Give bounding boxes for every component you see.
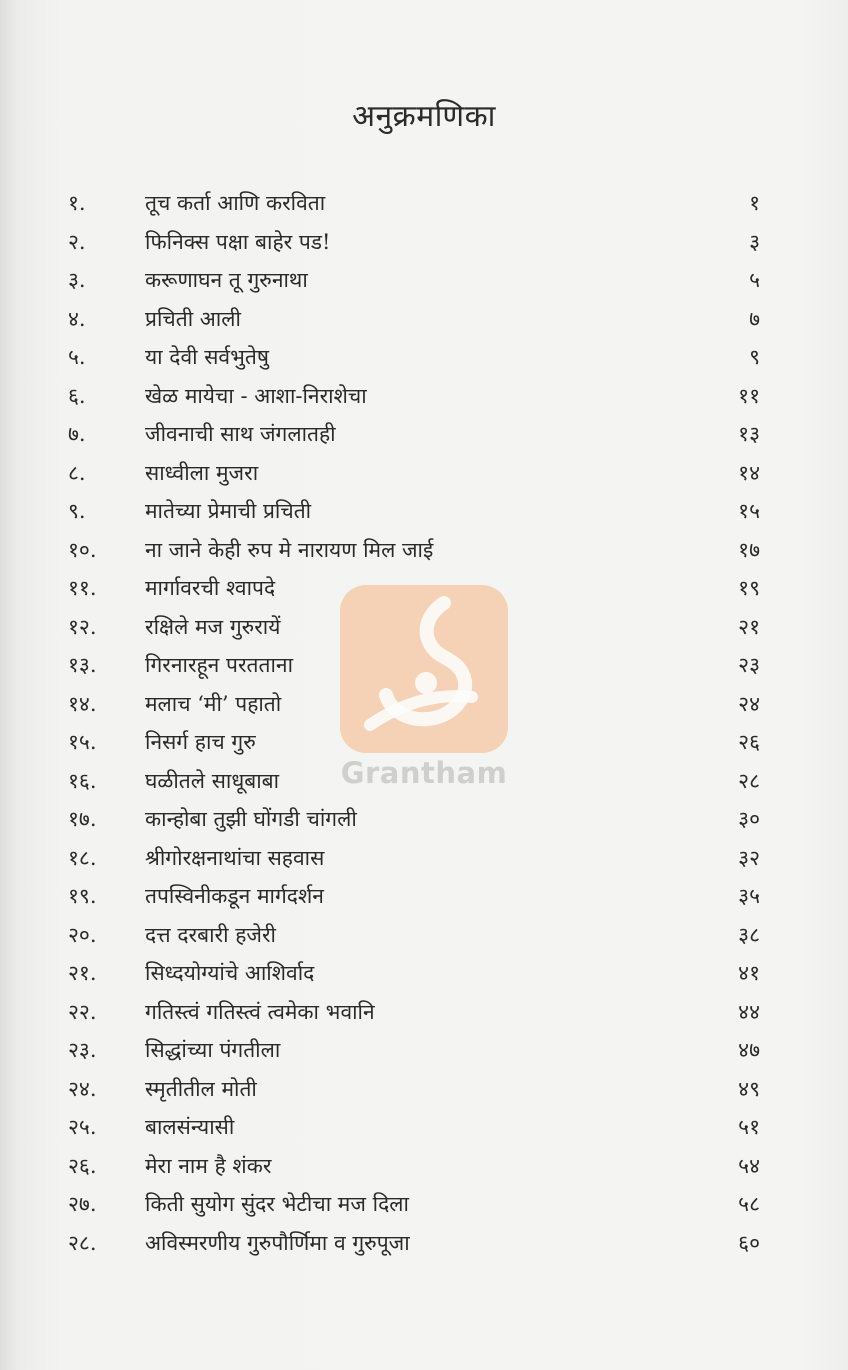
toc-entry: [0, 261, 848, 299]
entry-page-number: २८: [738, 768, 760, 793]
entry-title: करूणाघन तू गुरुनाथा: [145, 268, 308, 292]
entry-page-number: १९: [738, 576, 760, 600]
entry-number: १८.: [68, 845, 97, 870]
toc-entry: [0, 223, 848, 261]
entry-title: तूच कर्ता आणि करविता: [145, 191, 326, 215]
entry-page-number: १: [749, 191, 760, 215]
entry-number: २८.: [68, 1230, 97, 1255]
entry-page-number: १४: [738, 460, 760, 485]
entry-number: २७.: [68, 1192, 97, 1216]
toc-entry: [0, 839, 848, 877]
entry-page-number: १७: [738, 537, 760, 562]
entry-number: १४.: [68, 691, 97, 716]
entry-number: १२.: [68, 614, 97, 639]
entry-number: ६.: [68, 383, 86, 408]
toc-entry: [0, 877, 848, 915]
entry-number: २३.: [68, 1038, 97, 1062]
entry-page-number: ६०: [738, 1230, 760, 1255]
entry-title: किती सुयोग सुंदर भेटीचा मज दिला: [145, 1192, 409, 1216]
entry-title: सिद्धांच्या पंगतीला: [145, 1038, 281, 1062]
entry-title: तपस्विनीकडून मार्गदर्शन: [145, 884, 324, 908]
entry-number: ९.: [68, 499, 86, 523]
toc-entry: [0, 916, 848, 954]
entry-title: जीवनाची साथ जंगलातही: [145, 422, 336, 446]
entry-number: २.: [68, 229, 86, 254]
entry-page-number: ४४: [738, 999, 760, 1024]
entry-page-number: ४९: [738, 1076, 760, 1101]
entry-page-number: २१: [738, 614, 760, 639]
toc-entry: [0, 993, 848, 1031]
entry-title: मार्गावरची श्वापदे: [145, 576, 276, 600]
entry-page-number: २६: [738, 730, 760, 754]
entry-title: प्रचिती आली: [145, 306, 241, 331]
entry-title: स्मृतीतील मोती: [145, 1076, 257, 1101]
entry-number: १.: [68, 191, 86, 215]
toc-entry: [0, 1185, 848, 1223]
entry-page-number: ५४: [738, 1153, 760, 1178]
toc-entry: [0, 492, 848, 530]
entry-title: अविस्मरणीय गुरुपौर्णिमा व गुरुपूजा: [145, 1230, 410, 1255]
entry-page-number: ३: [749, 229, 760, 254]
entry-title: फिनिक्स पक्षा बाहेर पड!: [145, 229, 331, 254]
entry-number: २०.: [68, 922, 97, 947]
entry-title: या देवी सर्वभुतेषु: [145, 345, 269, 369]
grantham-logo-mark: [340, 585, 508, 753]
entry-title: गिरनारहून परतताना: [145, 653, 294, 677]
entry-number: २४.: [68, 1076, 97, 1101]
entry-title: निसर्ग हाच गुरु: [145, 730, 256, 754]
toc-entry: [0, 454, 848, 492]
page-title: अनुक्रमणिका: [352, 99, 496, 134]
entry-title: खेळ मायेचा - आशा-निराशेचा: [145, 383, 367, 408]
toc-entry: [0, 300, 848, 338]
entry-number: २६.: [68, 1153, 97, 1178]
toc-entry: [0, 531, 848, 569]
toc-entry: [0, 1147, 848, 1185]
entry-number: ५.: [68, 345, 86, 369]
entry-number: ३.: [68, 268, 86, 292]
toc-entry: [0, 1224, 848, 1262]
entry-page-number: ३०: [738, 807, 760, 831]
toc-entry: [0, 1108, 848, 1146]
toc-entry: [0, 415, 848, 453]
entry-page-number: १५: [738, 499, 760, 523]
toc-entry: [0, 1031, 848, 1069]
entry-number: ८.: [68, 460, 86, 485]
entry-page-number: ५१: [738, 1115, 760, 1139]
entry-number: ४.: [68, 306, 86, 331]
entry-number: १६.: [68, 768, 97, 793]
entry-number: ११.: [68, 576, 97, 600]
entry-page-number: १३: [738, 422, 760, 446]
toc-entry: [0, 1070, 848, 1108]
entry-page-number: ११: [738, 383, 760, 408]
entry-title: मातेच्या प्रेमाची प्रचिती: [145, 499, 312, 523]
entry-number: १०.: [68, 537, 97, 562]
entry-title: दत्त दरबारी हजेरी: [145, 922, 276, 947]
entry-title: साध्वीला मुजरा: [145, 460, 259, 485]
entry-number: २५.: [68, 1115, 97, 1139]
entry-number: ७.: [68, 422, 86, 446]
toc-entry: [0, 338, 848, 376]
entry-title: गतिस्त्वं गतिस्त्वं त्वमेका भवानि: [145, 999, 375, 1024]
entry-page-number: ५: [749, 268, 760, 292]
grantham-logo-icon: [340, 585, 508, 753]
entry-number: १७.: [68, 807, 97, 831]
entry-title: सिध्दयोग्यांचे आशिर्वाद: [145, 961, 315, 985]
watermark-text: Grantham: [340, 756, 508, 790]
entry-number: २१.: [68, 961, 97, 985]
entry-title: घळीतले साधूबाबा: [145, 768, 280, 793]
entry-page-number: ९: [749, 345, 760, 369]
entry-page-number: २३: [738, 653, 760, 677]
entry-page-number: ७: [749, 306, 760, 331]
entry-page-number: ३८: [738, 922, 760, 947]
entry-title: रक्षिले मज गुरुरायें: [145, 614, 281, 639]
toc-entry: [0, 377, 848, 415]
toc-entry: [0, 800, 848, 838]
entry-title: मलाच ‘मी’ पहातो: [145, 691, 282, 716]
entry-number: २२.: [68, 999, 97, 1024]
entry-title: मेरा नाम है शंकर: [145, 1153, 272, 1178]
toc-entry: [0, 184, 848, 222]
entry-title: कान्होबा तुझी घोंगडी चांगली: [145, 807, 357, 831]
entry-title: बालसंन्यासी: [145, 1115, 235, 1139]
entry-title: ना जाने केही रुप मे नारायण मिल जाई: [145, 537, 434, 562]
entry-page-number: २४: [738, 691, 760, 716]
entry-title: श्रीगोरक्षनाथांचा सहवास: [145, 845, 325, 870]
entry-page-number: ४७: [738, 1038, 760, 1062]
toc-entry: [0, 954, 848, 992]
entry-number: १५.: [68, 730, 97, 754]
entry-number: १३.: [68, 653, 97, 677]
entry-page-number: ५८: [738, 1192, 760, 1216]
entry-page-number: ३५: [738, 884, 760, 908]
entry-page-number: ४१: [738, 961, 760, 985]
entry-page-number: ३२: [738, 845, 760, 870]
entry-number: १९.: [68, 884, 97, 908]
